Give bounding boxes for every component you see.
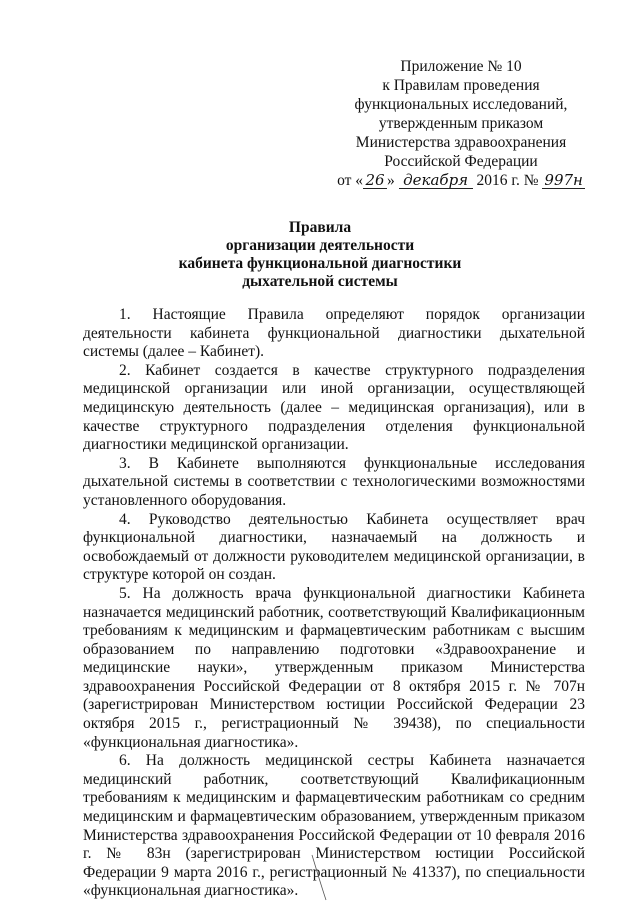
paragraph-3: 3. В Кабинете выполняются функциональные исследования дыхательной системы в соответствии с технологическими возможностями установленного оборудования.: [83, 454, 585, 509]
title-line: кабинета функциональной диагностики: [178, 255, 462, 272]
title-line: организации деятельности: [225, 237, 415, 254]
date-prefix: от «: [337, 172, 364, 189]
paragraph-4: 4. Руководство деятельностью Кабинета осуществляет врач функциональной диагностики, назначаемый на должность и освобождаемый от должности руководителем медицинской организации, в структуре которой он создан.: [83, 510, 585, 584]
handwritten-month: декабря: [399, 172, 473, 189]
title-line: дыхательной системы: [242, 273, 398, 290]
appendix-header: [330, 57, 592, 190]
date-year: 2016 г. №: [476, 172, 539, 189]
handwritten-order-number: 997н: [544, 171, 583, 189]
paragraph-1: 1. Настоящие Правила определяют порядок организации деятельности кабинета функциональной диагностики дыхательной системы (далее – Кабинет).: [83, 306, 585, 361]
order-date-line: [330, 171, 592, 190]
appendix-line: к Правилам проведения: [382, 77, 540, 94]
appendix-line: функциональных исследований,: [354, 96, 568, 113]
handwritten-day: 26: [363, 172, 387, 189]
appendix-line: Министерства здравоохранения: [355, 134, 567, 151]
paragraph-6: 6. На должность медицинской сестры Кабинета назначается медицинский работник, соответствующий Квалификационным требованиям к медицинским и фармацевтическим работникам со средним медицинским и фармацевтическим образованием, утвержденным приказом Министерства здравоохранения Российской Федерации от 10 февраля 2016 г. № 83н (зарегистрирован Министерством юстиции Российской Федерации 9 марта 2016 г., регистрационный № 41337), по специальности «функциональная диагностика».: [83, 752, 585, 900]
date-mid: »: [387, 172, 395, 189]
document-body: [83, 306, 585, 901]
appendix-line: утвержденным приказом: [378, 115, 544, 132]
document-title: [0, 219, 640, 291]
appendix-line: Приложение № 10: [400, 58, 522, 75]
paragraph-5: 5. На должность врача функциональной диагностики Кабинета назначается медицинский работник, соответствующий Квалификационным требованиям к медицинским и фармацевтическим работникам с высшим образованием по направлению подготовки «Здравоохранение и медицинские науки», утвержденным приказом Министерства здравоохранения Российской Федерации от 8 октября 2015 г. № 707н (зарегистрирован Министерством юстиции Российской Федерации 23 октября 2015 г., регистрационный № 39438), по специальности «функциональная диагностика».: [83, 584, 585, 751]
appendix-line: Российской Федерации: [384, 153, 538, 170]
paragraph-2: 2. Кабинет создается в качестве структурного подразделения медицинской организации или иной организации, осуществляющей медицинскую деятельность (далее – медицинская организация), или в качестве структурного подразделения отделения функциональной диагностики медицинской организации.: [83, 361, 585, 454]
title-line: Правила: [288, 219, 352, 236]
